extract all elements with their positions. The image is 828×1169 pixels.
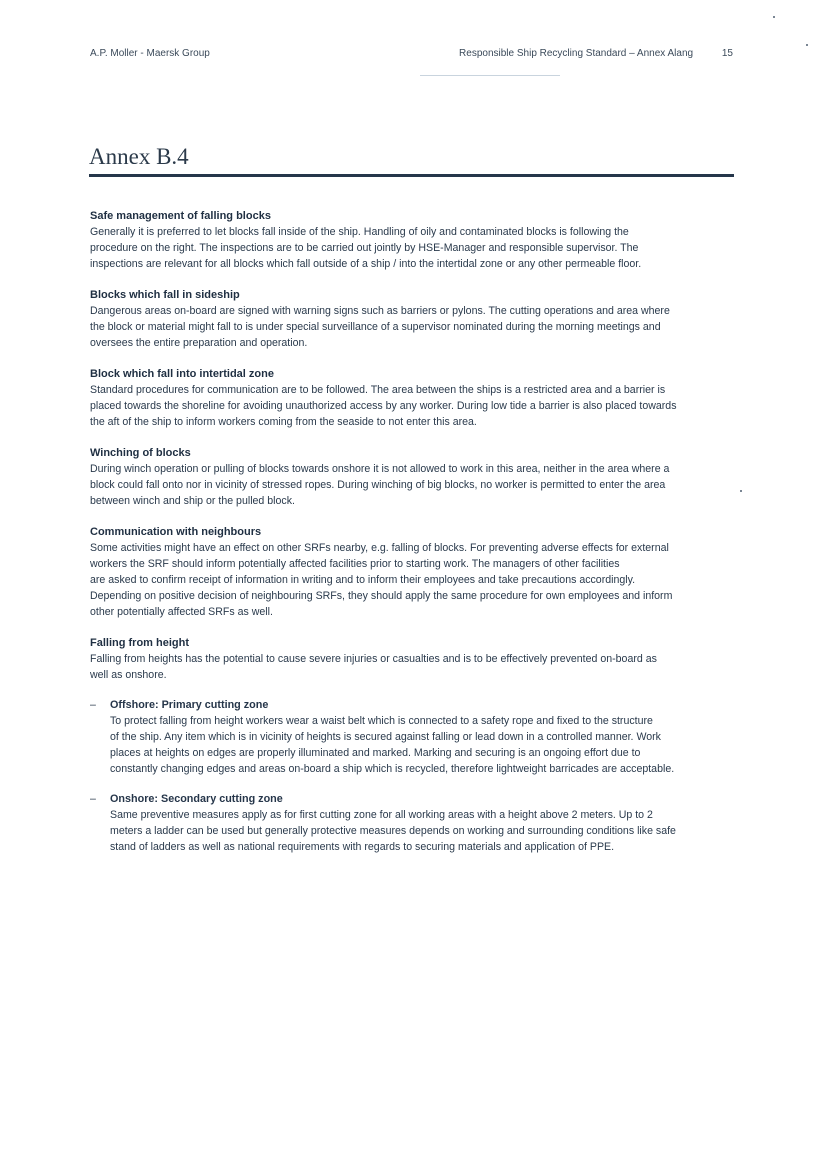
text-line: Depending on positive decision of neighbouring SRFs, they should apply the same procedure for own employees and inform [90,590,673,602]
text-line: procedure on the right. The inspections are to be carried out jointly by HSE-Manager and responsible supervisor. The [90,242,639,254]
page-title: Annex B.4 [89,144,189,169]
text-line: the aft of the ship to inform workers coming from the seaside to not enter this area. [90,416,477,428]
section-text [90,224,740,272]
subitem-onshore [90,791,740,855]
text-line: other potentially affected SRFs as well. [90,606,273,618]
text-line: During winch operation or pulling of blocks towards onshore it is not allowed to work in this area, neither in the area where a [90,463,670,475]
text-line: places at heights on edges are properly illuminated and marked. Marking and securing is an ongoing effort due to [110,747,641,759]
text-line: stand of ladders as well as national requirements with regards to securing materials and application of PPE. [110,841,615,853]
header-doc-title: Responsible Ship Recycling Standard – Annex Alang [459,48,694,59]
section-heading: Winching of blocks [90,447,191,459]
text-line: placed towards the shoreline for avoiding unauthorized access by any worker. During low tide a barrier is also placed towards [90,400,677,412]
text-line: Same preventive measures apply as for first cutting zone for all working areas with a height above 2 meters. Up to 2 [110,809,653,821]
text-line: well as onshore. [90,669,167,681]
subitem-text [110,807,740,855]
header-doc-title-group [459,48,733,59]
text-line: the block or material might fall to is under special surveillance of a supervisor nominated during the morning meetings and [90,321,661,333]
text-line: constantly changing edges and areas on-board a ship which is recycled, therefore lightweight barricades are acceptable. [110,763,675,775]
text-line: Some activities might have an effect on other SRFs nearby, e.g. falling of blocks. For preventing adverse effects for external [90,542,669,554]
text-line: oversees the entire preparation and operation. [90,337,308,349]
section-winching [90,445,740,509]
text-line: workers the SRF should inform potentially affected facilities prior to starting work. The managers of other facilities [90,558,620,570]
scan-speck [806,44,808,46]
text-line: Generally it is preferred to let blocks fall inside of the ship. Handling of oily and contaminated blocks is following the [90,226,629,238]
text-line: To protect falling from height workers wear a waist belt which is connected to a safety rope and fixed to the structure [110,715,653,727]
section-heading: Safe management of falling blocks [90,210,271,222]
text-line: of the ship. Any item which is in vicinity of heights is secured against falling or lead down in a controlled manner. Work [110,731,661,743]
title-divider [89,174,734,177]
text-line: block could fall onto nor in vicinity of stressed ropes. During winching of big blocks, no worker is permitted to enter the area [90,479,666,491]
section-text [90,651,740,683]
section-intertidal-zone [90,366,740,430]
page-number: 15 [721,48,733,59]
subitem-text [110,713,740,777]
section-heading: Falling from height [90,637,189,649]
section-heading: Communication with neighbours [90,526,262,538]
subitem-heading: Offshore: Primary cutting zone [110,699,269,711]
section-falling-height [90,635,740,855]
text-line: Standard procedures for communication are to be followed. The area between the ships is a restricted area and a barrier is [90,384,666,396]
section-safe-management [90,208,740,272]
text-line: Falling from heights has the potential to cause severe injuries or casualties and is to be effectively prevented on-board as [90,653,657,665]
dash-bullet: – [90,793,96,805]
section-communication [90,524,740,620]
text-line: are asked to confirm receipt of information in writing and to inform their employees and take precautions accordingly. [90,574,636,586]
text-line: inspections are relevant for all blocks which fall outside of a ship / into the intertidal zone or any other permeable floor. [90,258,642,270]
subitem-offshore [90,697,740,777]
section-text [90,303,740,351]
section-blocks-sideship [90,287,740,351]
section-heading: Blocks which fall in sideship [90,289,240,301]
text-line: Dangerous areas on-board are signed with warning signs such as barriers or pylons. The cutting operations and area where [90,305,670,317]
scan-speck [740,490,742,492]
section-text [90,382,740,430]
dash-bullet: – [90,699,96,711]
text-line: between winch and ship or the pulled block. [90,495,295,507]
section-text [90,461,740,509]
text-line: meters a ladder can be used but generally protective measures depends on working and surrounding conditions like safe [110,825,676,837]
subitem-heading: Onshore: Secondary cutting zone [110,793,283,805]
scan-speck [773,16,775,18]
section-heading: Block which fall into intertidal zone [90,368,274,380]
header-divider [420,75,560,76]
section-text [90,540,740,620]
header-company: A.P. Moller - Maersk Group [90,48,210,59]
document-body [90,208,740,870]
